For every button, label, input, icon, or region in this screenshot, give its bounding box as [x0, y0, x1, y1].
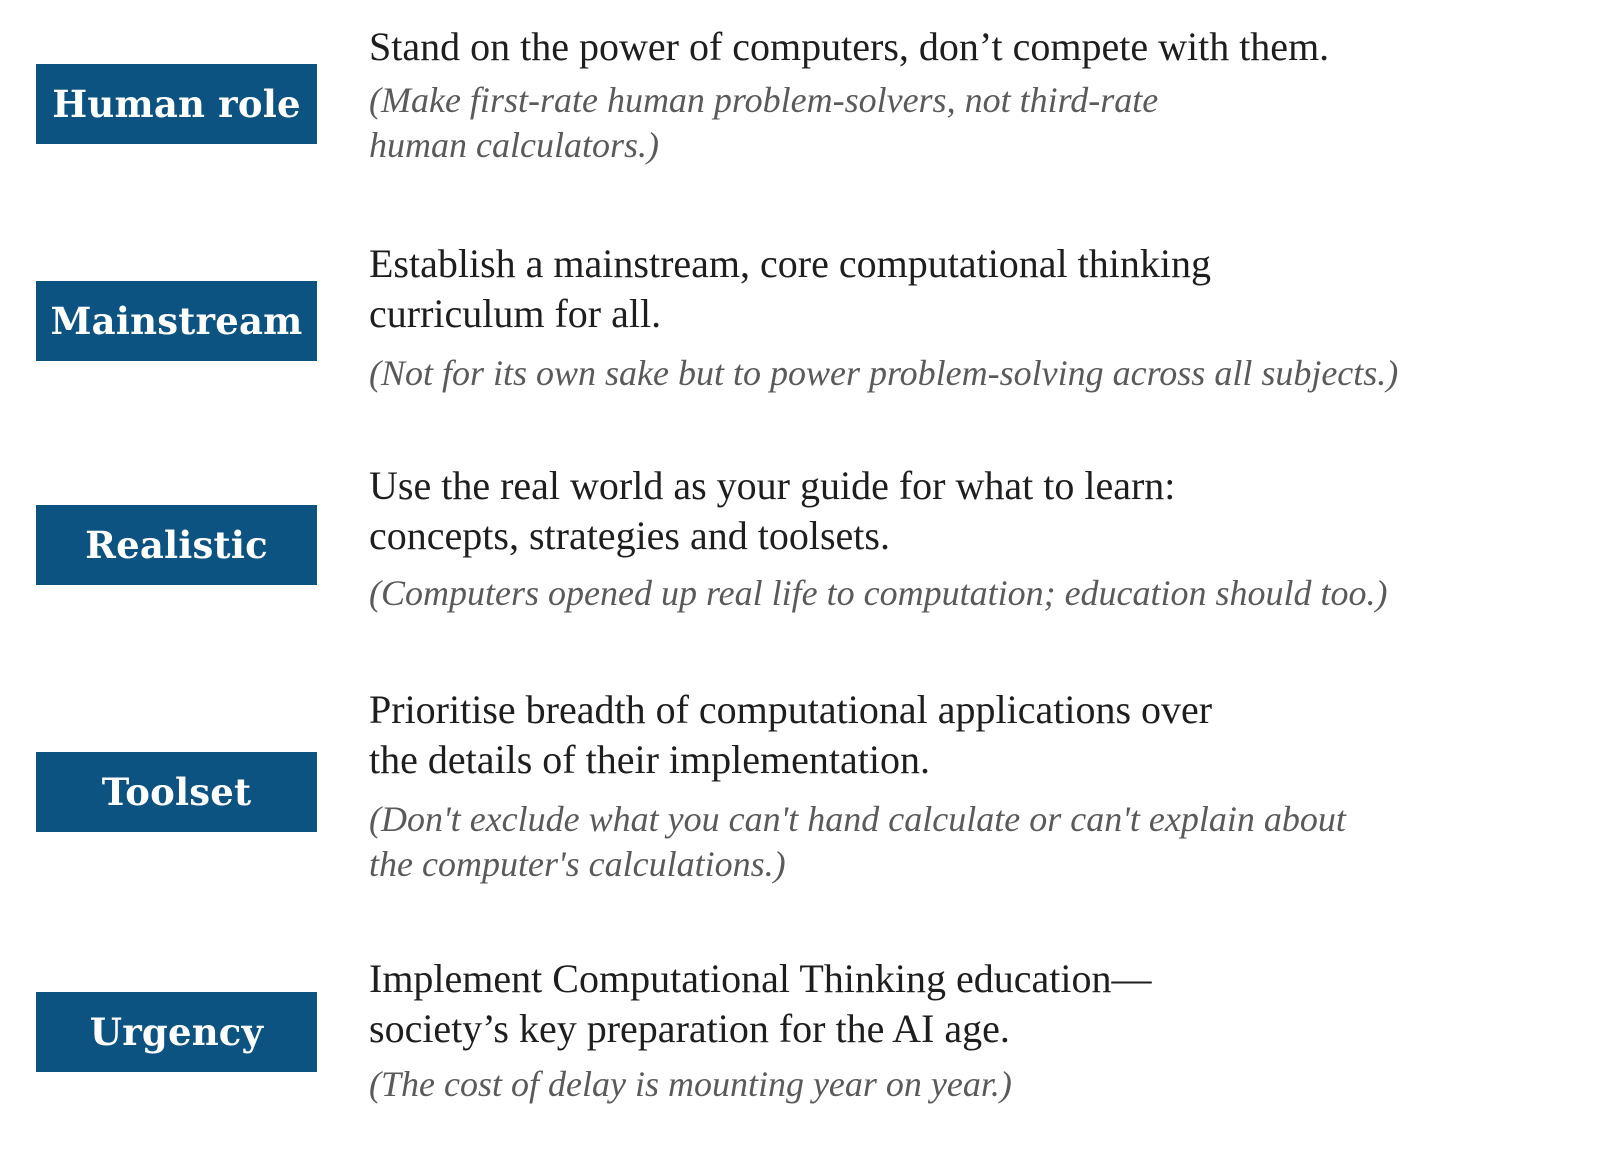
principle-label-badge: Toolset: [36, 752, 317, 832]
principle-statement: Implement Computational Thinking education— society’s key preparation for the AI age.: [369, 956, 1152, 1051]
principle-note: (Make first-rate human problem-solvers, not third-rate human calculators.): [369, 80, 1159, 165]
principle-label-badge: Human role: [36, 64, 317, 144]
principle-note: (Don't exclude what you can't hand calculate or can't explain about the computer's calculations.): [369, 799, 1346, 884]
principle-text-block: [369, 461, 1569, 616]
principle-note: (Computers opened up real life to computation; education should too.): [369, 573, 1388, 613]
principle-label-badge: Realistic: [36, 505, 317, 585]
principle-note: (Not for its own sake but to power problem-solving across all subjects.): [369, 353, 1399, 393]
principle-text-block: [369, 954, 1569, 1107]
principle-statement: Establish a mainstream, core computational thinking curriculum for all.: [369, 241, 1212, 336]
principle-text-block: [369, 22, 1569, 168]
principle-statement: Prioritise breadth of computational applications over the details of their implementation.: [369, 687, 1213, 782]
principle-statement: Use the real world as your guide for what to learn: concepts, strategies and toolsets.: [369, 463, 1176, 558]
principle-note: (The cost of delay is mounting year on year.): [369, 1064, 1012, 1104]
principle-label-badge: Urgency: [36, 992, 317, 1072]
principle-text-block: [369, 239, 1569, 396]
principle-label-badge: Mainstream: [36, 281, 317, 361]
principle-statement: Stand on the power of computers, don’t compete with them.: [369, 24, 1330, 69]
principle-text-block: [369, 685, 1569, 887]
